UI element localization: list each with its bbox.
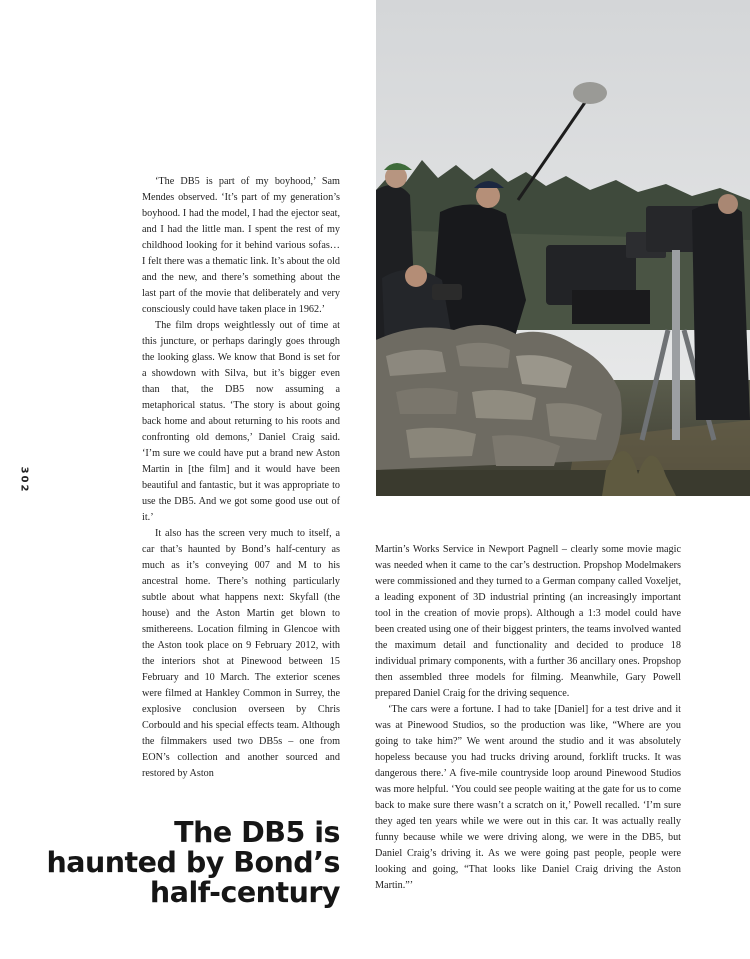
pull-quote-line: half-century xyxy=(149,876,340,909)
page-number: 302 xyxy=(18,466,30,494)
left-text-column xyxy=(142,174,340,782)
pull-quote xyxy=(40,818,340,908)
pull-quote-line: The DB5 is xyxy=(174,816,340,849)
paragraph: Martin’s Works Service in Newport Pagnell – clearly some movie magic was needed when it came to the car’s destruction. Propshop Modelmakers were commissioned and they turned to a German company called Voxeljet, a leading exponent of 3D industrial printing (an increasingly important tool in the creation of movie props). Although a 1:3 model could have been created using one of their biggest printers, the teams involved wanted the maximum detail and functionality and decided to produce 18 individual primary components, with a further 36 ancillary ones. Propshop then assembled three models for filming. Meanwhile, Gary Powell prepared Daniel Craig for the driving sequence. xyxy=(375,544,681,699)
paragraph: The film drops weightlessly out of time at this juncture, or perhaps daringly goes through the looking glass. We know that Bond is set for a showdown with Silva, but it’s bigger even than that, the DB5 now assuming a metaphorical status. ‘The story is about going back home and about returning to his roots and confronting old demons,’ Daniel Craig said. ‘I’m sure we could have put a brand new Aston Martin in [the film] and it would have been beautiful and fantastic, but it was appropriate to use the DB5. And we got some good use out of it.’ xyxy=(142,320,340,523)
paragraph: ‘The cars were a fortune. I had to take [Daniel] for a test drive and it was at Pinewood Studios, so the production was like, “Where are you going to take him?” We went around the studio and it was absolutely hopeless because you had trucks driving around, forklift trucks. It was dangerous there.’ A five-mile countryside loop around Pinewood Studios was more helpful. ‘You could see people waiting at the gate for us to come back to make sure there wasn’t a scratch on it,’ Powell recalled. ‘I’m sure they aged ten years while we were out in this car. It was actually really funny because while we were driving along, we were in the DB5, but Daniel Craig’s driving it. As we were going past people, people were looking and going, “That looks like Daniel Craig driving the Aston Martin.”’ xyxy=(375,704,681,891)
paragraph: ‘The DB5 is part of my boyhood,’ Sam Mendes observed. ‘It’s part of my generation’s boyhood. I had the model, I had the ejector seat, and I had the little man. I spent the rest of my childhood looking for it behind various sofas… I felt there was a thematic link. It’s about the old and the new, and there’s something about the last part of the movie that deliberately and very consciously could have taken place in 1962.’ xyxy=(142,176,340,315)
film-crew-photo xyxy=(376,0,750,496)
pull-quote-line: haunted by Bond’s xyxy=(46,846,340,879)
right-text-column xyxy=(375,542,681,894)
paragraph: It also has the screen very much to itself, a car that’s haunted by Bond’s half-century as much as it’s conveying 007 and M to his ancestral home. There’s nothing particularly subtle about what happens next: Skyfall (the house) and the Aston Martin get blown to smithereens. Location filming in Glencoe with the Aston took place on 9 February 2012, with the interiors shot at Pinewood between 15 February and 10 March. The exterior scenes were filmed at Hankley Common in Surrey, the explosive conclusion overseen by Chris Corbould and his special effects team. Although the filmmakers used two DB5s – one from EON’s collection and another sourced and restored by Aston xyxy=(142,528,340,779)
